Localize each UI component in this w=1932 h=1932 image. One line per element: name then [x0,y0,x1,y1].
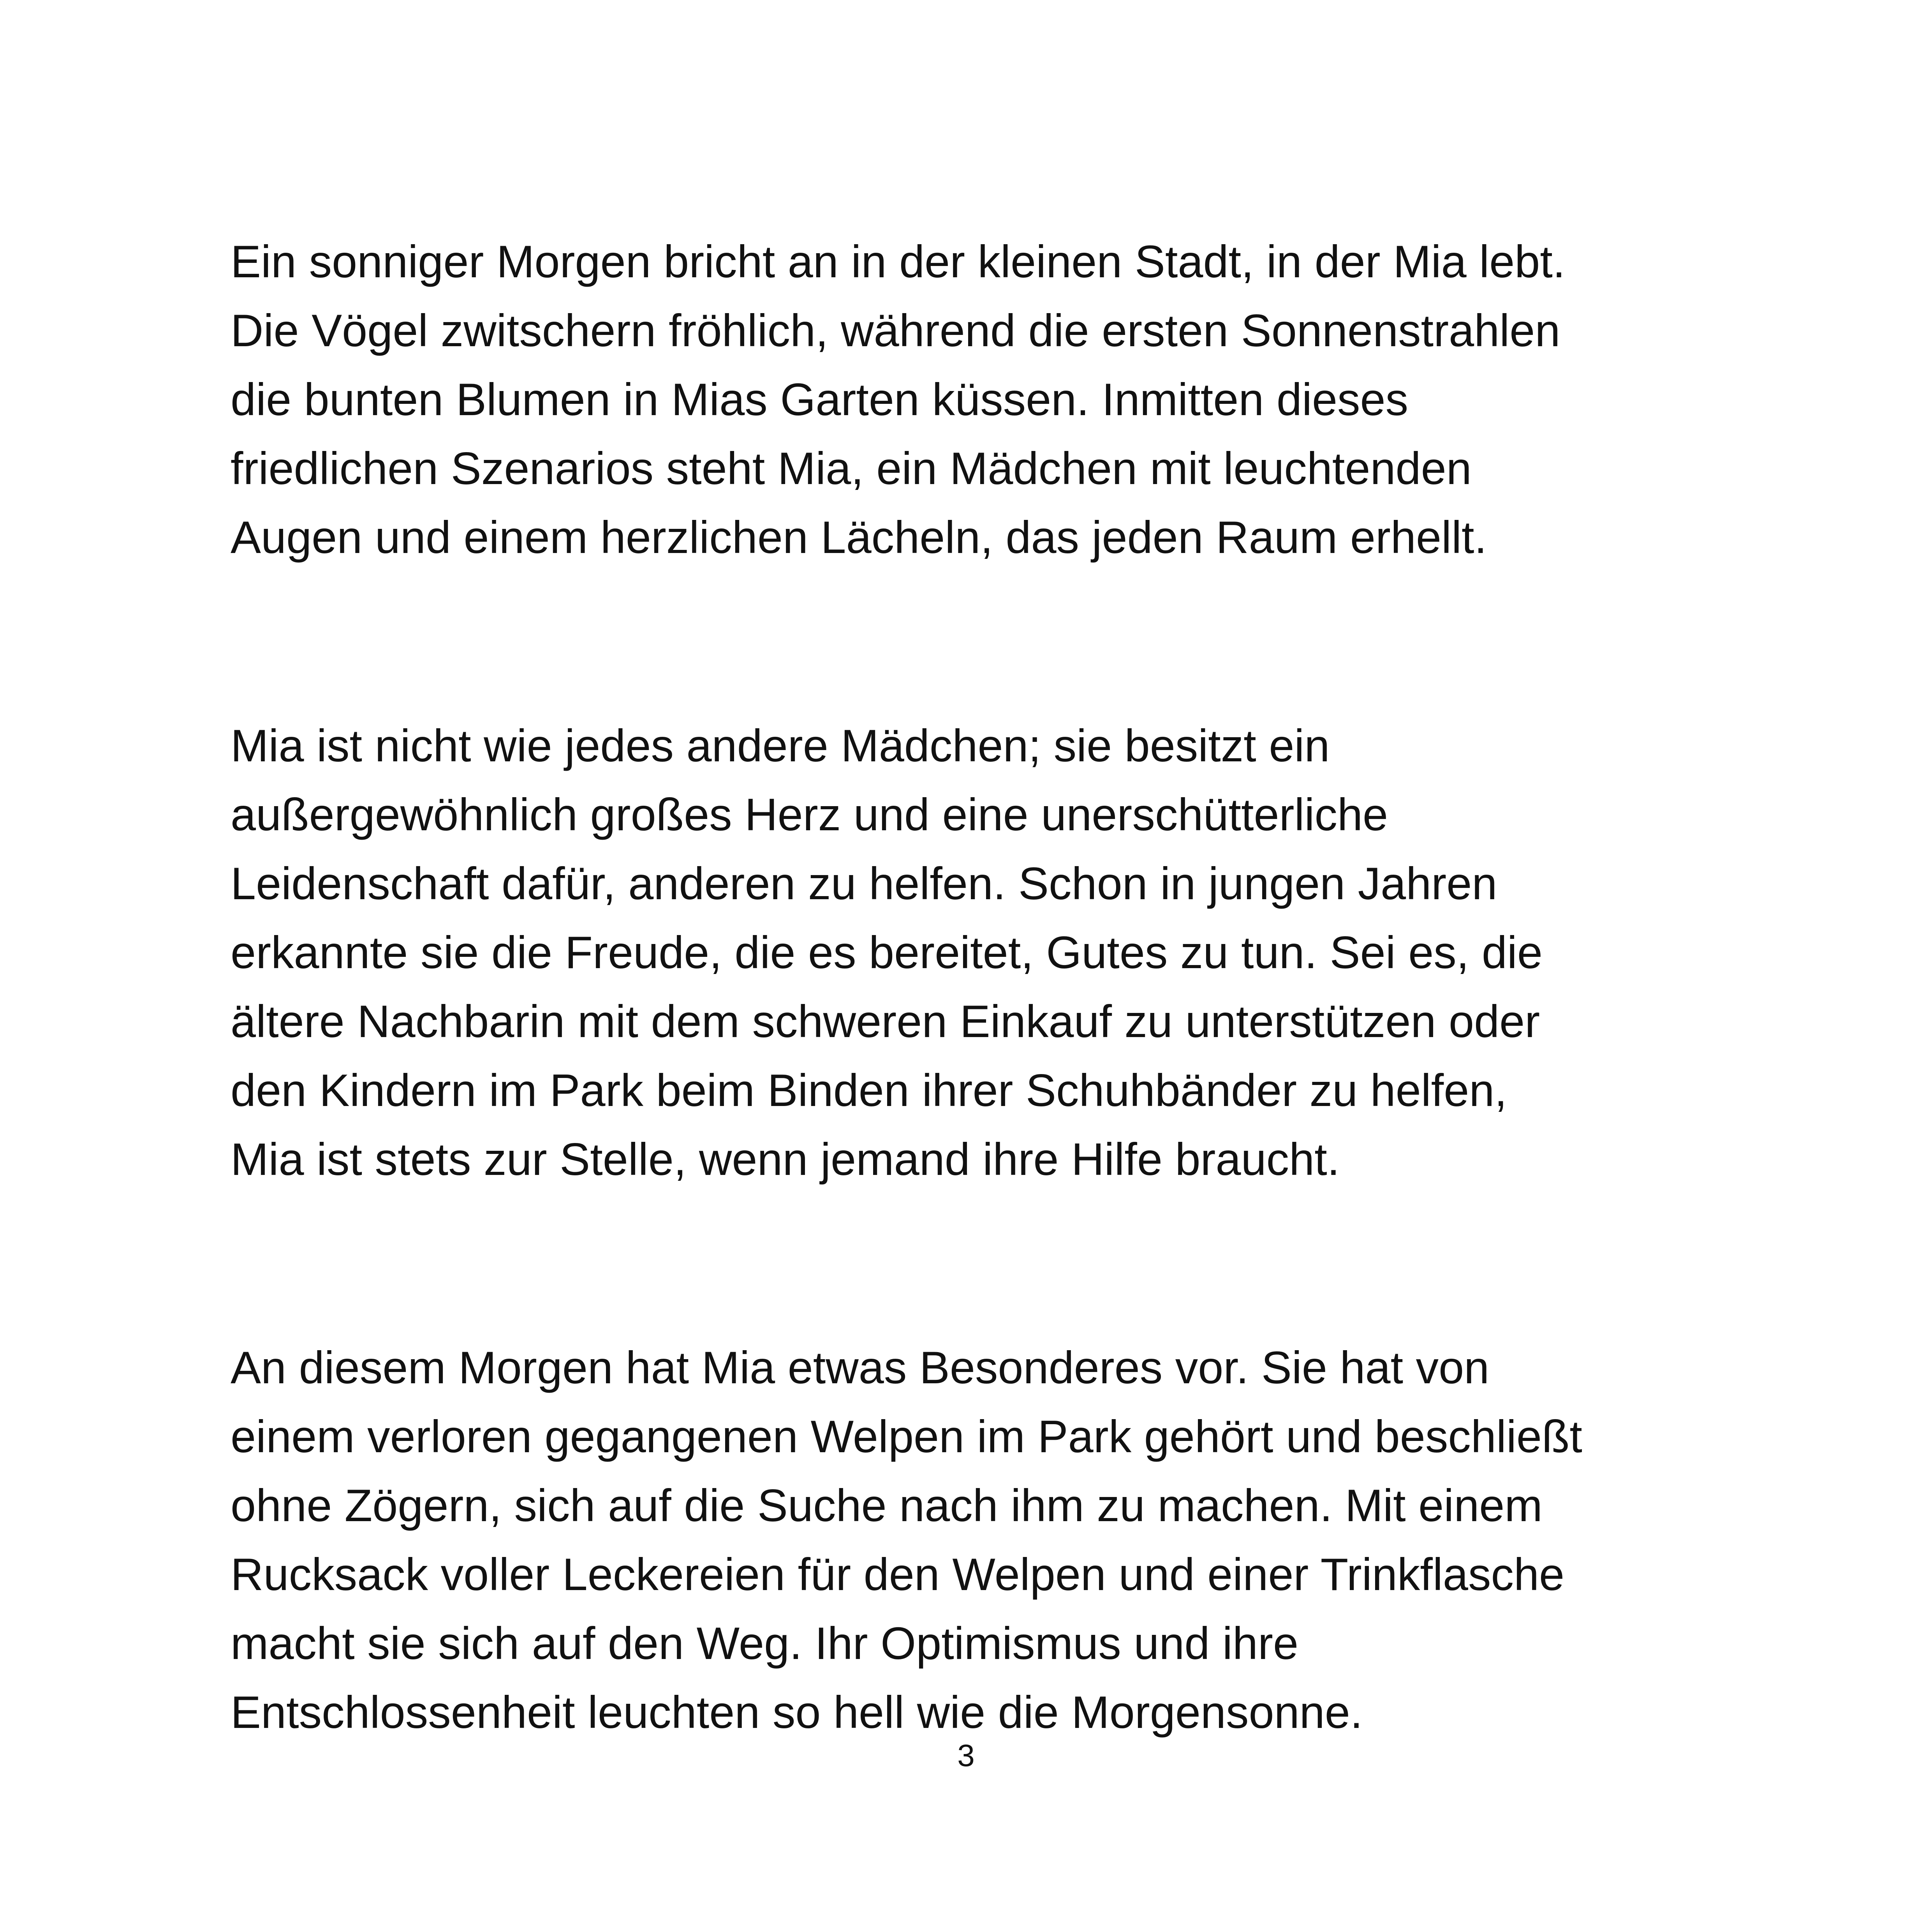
paragraph-line: Mia ist nicht wie jedes andere Mädchen; sie besitzt ein [231,720,1330,771]
paragraph-line: Rucksack voller Leckereien für den Welpen und einer Trinkflasche [231,1549,1565,1600]
paragraph-line: erkannte sie die Freude, die es bereitet, Gutes zu tun. Sei es, die [231,927,1543,978]
paragraph-1 [231,227,1749,572]
paragraph-3 [231,1333,1749,1747]
paragraph-line: Mia ist stets zur Stelle, wenn jemand ihre Hilfe braucht. [231,1134,1340,1185]
paragraph-line: die bunten Blumen in Mias Garten küssen. Inmitten dieses [231,374,1409,425]
paragraph-line: Entschlossenheit leuchten so hell wie die Morgensonne. [231,1687,1363,1738]
story-text [231,227,1749,1886]
paragraph-line: außergewöhnlich großes Herz und eine unerschütterliche [231,789,1388,840]
paragraph-line: Die Vögel zwitschern fröhlich, während die ersten Sonnenstrahlen [231,305,1560,356]
paragraph-line: einem verloren gegangenen Welpen im Park gehört und beschließt [231,1411,1582,1462]
paragraph-line: Ein sonniger Morgen bricht an in der kleinen Stadt, in der Mia lebt. [231,236,1566,287]
paragraph-line: Augen und einem herzlichen Lächeln, das jeden Raum erhellt. [231,512,1487,563]
paragraph-line: friedlichen Szenarios steht Mia, ein Mädchen mit leuchtenden [231,443,1472,494]
page-number: 3 [957,1738,975,1773]
paragraph-line: ohne Zögern, sich auf die Suche nach ihm zu machen. Mit einem [231,1480,1543,1531]
paragraph-line: ältere Nachbarin mit dem schweren Einkauf zu unterstützen oder [231,996,1540,1047]
paragraph-2 [231,711,1749,1194]
paragraph-line: An diesem Morgen hat Mia etwas Besonderes vor. Sie hat von [231,1342,1490,1393]
paragraph-line: Leidenschaft dafür, anderen zu helfen. Schon in jungen Jahren [231,858,1497,909]
paragraph-line: macht sie sich auf den Weg. Ihr Optimismus und ihre [231,1618,1299,1669]
paragraph-line: den Kindern im Park beim Binden ihrer Schuhbänder zu helfen, [231,1065,1507,1116]
